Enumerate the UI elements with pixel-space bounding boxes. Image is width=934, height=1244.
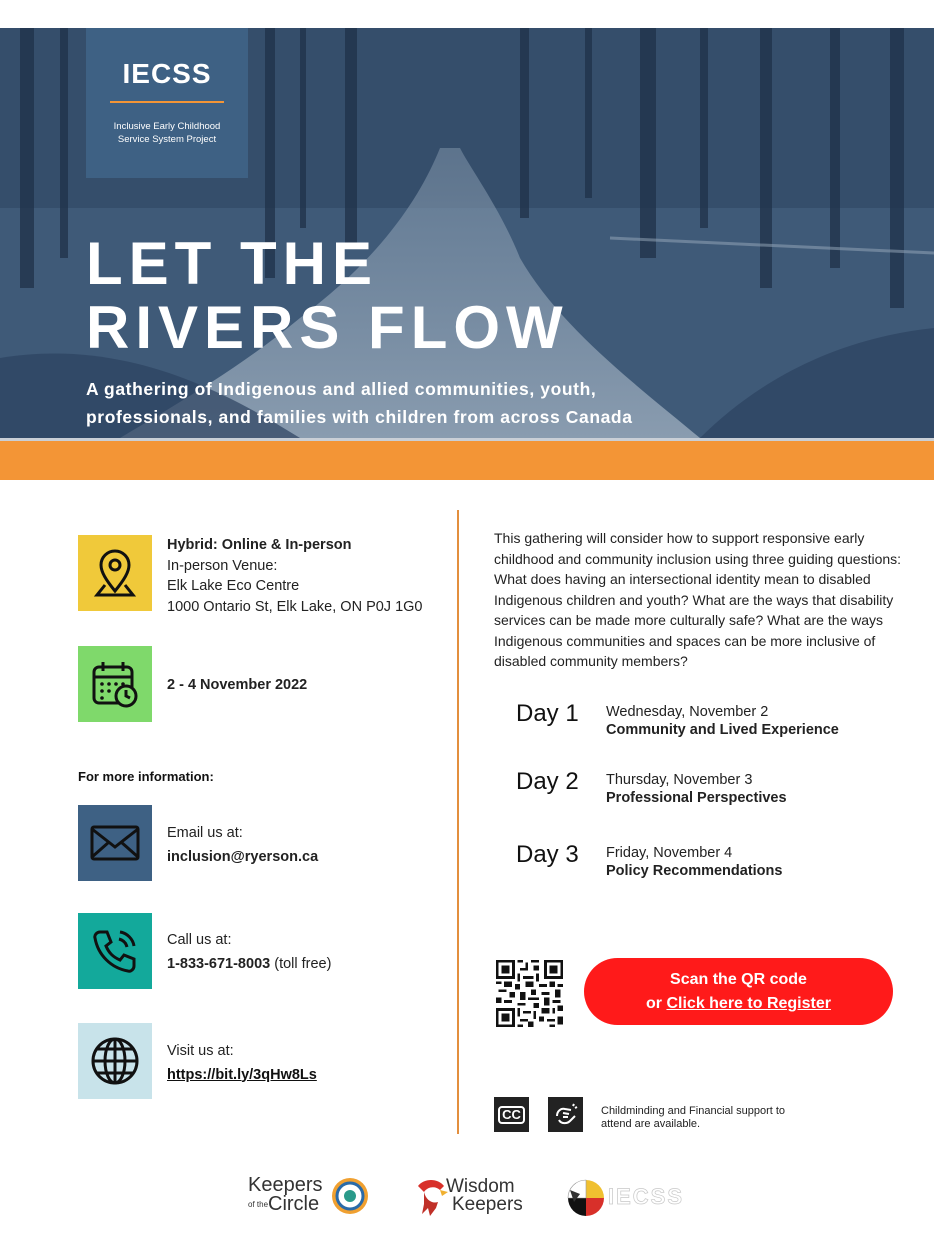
more-info-heading: For more information: — [78, 769, 214, 784]
phone-info — [167, 930, 331, 974]
wisdom-keepers-bird-icon — [414, 1176, 450, 1218]
closed-captions-label: CC — [498, 1106, 525, 1124]
day-2-date: Thursday, November 3 — [606, 772, 753, 788]
event-title-line1: LET THE — [86, 230, 378, 297]
closed-captions-icon — [494, 1097, 529, 1132]
event-title — [86, 232, 569, 360]
hero-banner — [0, 28, 934, 438]
logo1-line1: Keepers — [248, 1174, 323, 1196]
iecss-footer-logo — [564, 1172, 694, 1220]
badge-subtitle-line1: Inclusive Early Childhood — [113, 121, 221, 132]
web-label: Visit us at: — [167, 1043, 234, 1059]
event-date: 2 - 4 November 2022 — [167, 677, 308, 693]
day-2-topic: Professional Perspectives — [606, 790, 787, 806]
badge-divider — [110, 101, 224, 103]
web-link[interactable]: https://bit.ly/3qHw8Ls — [167, 1066, 317, 1083]
register-prefix: or — [646, 995, 667, 1012]
medicine-wheel-icon — [564, 1176, 608, 1220]
event-subtitle — [86, 375, 806, 431]
register-link[interactable]: Click here to Register — [666, 995, 831, 1012]
venue-address: 1000 Ontario St, Elk Lake, ON P0J 1G0 — [167, 598, 423, 615]
keepers-circle-emblem-icon — [330, 1176, 370, 1216]
phone-icon — [78, 913, 152, 989]
register-line2 — [584, 992, 893, 1016]
logo2-line2: Keepers — [452, 1194, 523, 1215]
register-line1: Scan the QR code — [670, 971, 807, 988]
email-label: Email us at: — [167, 825, 243, 841]
venue-name: Elk Lake Eco Centre — [167, 578, 300, 594]
day-3-date: Friday, November 4 — [606, 845, 733, 861]
venue-label: In-person Venue: — [167, 557, 278, 574]
venue-mode: Hybrid: Online & In-person — [167, 537, 352, 553]
event-description: This gathering will consider how to support responsive early childhood and community inclusion using three guiding questions: What does having an intersectional identity mean to disabled Indigenous children and youth? What are the ways that disability services can be made more culturally safe? What are the ways Indigenous communities and spaces can be more inclusive of disabled community members? — [494, 530, 902, 669]
logo2-line1: Wisdom — [446, 1176, 515, 1197]
badge-subtitle — [86, 120, 248, 146]
globe-icon — [78, 1023, 152, 1099]
sign-language-icon — [548, 1097, 583, 1132]
wisdom-keepers-logo — [414, 1172, 524, 1220]
orange-band — [0, 441, 934, 480]
day-1-label: Day 1 — [516, 700, 579, 727]
badge-title: IECSS — [122, 58, 212, 89]
phone-number[interactable]: 1-833-671-8003 — [167, 955, 271, 972]
day-1-date: Wednesday, November 2 — [606, 704, 769, 720]
keepers-of-the-circle-logo — [248, 1172, 373, 1220]
qr-code[interactable] — [496, 960, 563, 1027]
email-link[interactable]: inclusion@ryerson.ca — [167, 848, 319, 865]
column-divider — [457, 510, 459, 1134]
logo1-small: of the — [248, 1199, 269, 1209]
calendar-clock-icon — [78, 646, 152, 722]
venue-info — [167, 535, 423, 617]
envelope-icon — [78, 805, 152, 881]
logo1-line2: Circle — [268, 1193, 320, 1215]
event-subtitle-line2: professionals, and families with children from across Canada — [86, 407, 633, 427]
event-title-line2: RIVERS FLOW — [86, 294, 569, 361]
phone-label: Call us at: — [167, 932, 232, 948]
day-1-topic: Community and Lived Experience — [606, 722, 839, 738]
date-info — [167, 675, 307, 696]
event-subtitle-line1: A gathering of Indigenous and allied communities, youth, — [86, 379, 597, 399]
iecss-badge — [86, 28, 248, 178]
accessibility-note: Childminding and Financial support to attend are available. — [601, 1105, 786, 1130]
logo3-text: IECSS — [608, 1184, 685, 1209]
day-3-topic: Policy Recommendations — [606, 863, 783, 879]
day-3-info — [606, 844, 782, 880]
register-button[interactable] — [584, 958, 893, 1025]
web-info — [167, 1041, 317, 1085]
day-1-info — [606, 703, 839, 739]
day-3-label: Day 3 — [516, 841, 579, 868]
day-2-info — [606, 771, 787, 807]
day-2-label: Day 2 — [516, 768, 579, 795]
badge-subtitle-line2: Service System Project — [117, 134, 217, 145]
email-info — [167, 823, 318, 867]
map-pin-icon — [78, 535, 152, 611]
phone-note: (toll free) — [274, 955, 332, 972]
